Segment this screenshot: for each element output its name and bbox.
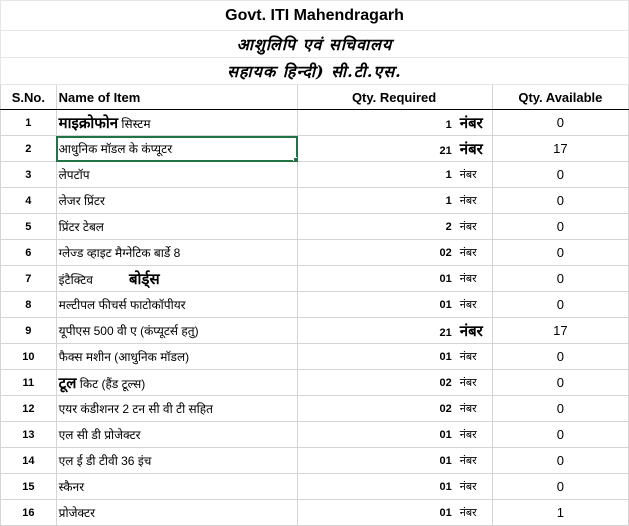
qty-unit: नंबर bbox=[459, 455, 477, 467]
cell-qty-required[interactable] bbox=[298, 422, 492, 448]
cell-item[interactable] bbox=[56, 344, 298, 370]
subtitle-row-2 bbox=[1, 58, 629, 85]
qty-unit: नंबर bbox=[459, 351, 477, 363]
cell-qty-required[interactable] bbox=[298, 188, 492, 214]
qty-unit: नंबर bbox=[459, 247, 477, 259]
cell-item[interactable] bbox=[56, 240, 298, 266]
cell-sno[interactable]: 8 bbox=[1, 292, 57, 318]
qty-number: 02 bbox=[439, 377, 452, 389]
table-row bbox=[1, 110, 629, 136]
item-name: आधुनिक मॉडल के कंप्यूटर bbox=[58, 142, 173, 156]
cell-item[interactable] bbox=[56, 318, 298, 344]
header-row bbox=[1, 85, 629, 110]
item-name-extra: बोर्ड्स bbox=[128, 270, 160, 288]
header-item[interactable]: Name of Item bbox=[56, 85, 298, 110]
item-name-extra: सिस्टम bbox=[121, 116, 151, 131]
cell-qty-available[interactable]: 0 bbox=[492, 474, 628, 500]
cell-qty-available[interactable]: 0 bbox=[492, 188, 628, 214]
cell-qty-required[interactable] bbox=[298, 292, 492, 318]
qty-number: 21 bbox=[439, 326, 452, 339]
qty-unit: नंबर bbox=[459, 429, 477, 441]
table-row bbox=[1, 474, 629, 500]
qty-number: 02 bbox=[439, 403, 452, 415]
cell-item[interactable] bbox=[56, 422, 298, 448]
cell-item[interactable] bbox=[56, 448, 298, 474]
cell-sno[interactable]: 1 bbox=[1, 110, 57, 136]
sheet-title[interactable]: Govt. ITI Mahendragarh bbox=[1, 1, 629, 31]
cell-item[interactable] bbox=[56, 474, 298, 500]
cell-qty-required[interactable] bbox=[298, 318, 492, 344]
cell-qty-available[interactable]: 0 bbox=[492, 162, 628, 188]
item-name: एल सी डी प्रोजेक्टर bbox=[58, 428, 141, 442]
qty-number: 1 bbox=[445, 195, 452, 207]
qty-unit: नंबर bbox=[459, 507, 477, 519]
item-name: इंटैक्टिव bbox=[58, 272, 93, 287]
header-required[interactable]: Qty. Required bbox=[298, 85, 492, 110]
item-name: माइक्रोफोन bbox=[58, 114, 119, 132]
cell-item[interactable] bbox=[56, 162, 298, 188]
qty-unit: नंबर bbox=[459, 322, 483, 340]
sheet-subtitle-1[interactable]: आशुलिपि एवं सचिवालय bbox=[1, 31, 629, 58]
cell-sno[interactable]: 11 bbox=[1, 370, 57, 396]
table-row bbox=[1, 240, 629, 266]
table-row bbox=[1, 448, 629, 474]
item-name: प्रोजेक्टर bbox=[58, 506, 96, 520]
table-row bbox=[1, 396, 629, 422]
qty-number: 01 bbox=[439, 429, 452, 441]
table-row bbox=[1, 500, 629, 526]
qty-number: 1 bbox=[445, 118, 452, 131]
item-name: यूपीएस 500 वी ए (कंप्यूटर्स हतु) bbox=[58, 324, 199, 338]
qty-number: 01 bbox=[439, 455, 452, 467]
cell-qty-required[interactable] bbox=[298, 370, 492, 396]
cell-item[interactable] bbox=[56, 110, 298, 136]
cell-item[interactable] bbox=[56, 214, 298, 240]
cell-sno[interactable]: 7 bbox=[1, 266, 57, 292]
qty-number: 2 bbox=[445, 221, 452, 233]
cell-sno[interactable]: 14 bbox=[1, 448, 57, 474]
qty-unit: नंबर bbox=[459, 403, 477, 415]
item-name: लेजर प्रिंटर bbox=[58, 194, 105, 208]
cell-sno[interactable]: 9 bbox=[1, 318, 57, 344]
title-row bbox=[1, 1, 629, 31]
table-row bbox=[1, 318, 629, 344]
table-row bbox=[1, 136, 629, 162]
cell-qty-required[interactable] bbox=[298, 500, 492, 526]
cell-qty-available[interactable]: 0 bbox=[492, 240, 628, 266]
table-row bbox=[1, 266, 629, 292]
qty-number: 01 bbox=[439, 481, 452, 493]
qty-number: 01 bbox=[439, 351, 452, 363]
item-name: स्कैनर bbox=[58, 480, 85, 494]
cell-qty-required[interactable] bbox=[298, 396, 492, 422]
table-row bbox=[1, 344, 629, 370]
cell-item[interactable] bbox=[56, 188, 298, 214]
item-name: मल्टीपल फीचर्स फाटोकॉपीयर bbox=[58, 298, 186, 312]
header-sno[interactable]: S.No. bbox=[1, 85, 57, 110]
cell-qty-available[interactable]: 0 bbox=[492, 370, 628, 396]
cell-sno[interactable]: 10 bbox=[1, 344, 57, 370]
table-row bbox=[1, 214, 629, 240]
qty-number: 01 bbox=[439, 299, 452, 311]
cell-qty-available[interactable]: 17 bbox=[492, 136, 628, 162]
item-name: फैक्स मशीन (आधुनिक मॉडल) bbox=[58, 350, 190, 364]
sheet-subtitle-2[interactable]: सहायक हिन्दी) सी.टी.एस. bbox=[1, 58, 629, 85]
cell-qty-required[interactable] bbox=[298, 240, 492, 266]
item-name: ग्लेज्ड व्हाइट मैग्नेटिक बार्डे 8 bbox=[58, 246, 181, 260]
table-row bbox=[1, 422, 629, 448]
cell-qty-required[interactable] bbox=[298, 474, 492, 500]
cell-qty-available[interactable]: 0 bbox=[492, 292, 628, 318]
cell-qty-available[interactable]: 0 bbox=[492, 396, 628, 422]
cell-qty-available[interactable]: 0 bbox=[492, 422, 628, 448]
table-row bbox=[1, 292, 629, 318]
qty-unit: नंबर bbox=[459, 221, 477, 233]
cell-sno[interactable]: 4 bbox=[1, 188, 57, 214]
cell-qty-required[interactable] bbox=[298, 448, 492, 474]
item-name: प्रिंटर टेबल bbox=[58, 220, 104, 234]
cell-sno[interactable]: 6 bbox=[1, 240, 57, 266]
cell-item[interactable] bbox=[56, 370, 298, 396]
qty-unit: नंबर bbox=[459, 273, 477, 285]
qty-number: 1 bbox=[445, 169, 452, 181]
cell-qty-available[interactable]: 17 bbox=[492, 318, 628, 344]
cell-qty-available[interactable]: 0 bbox=[492, 266, 628, 292]
cell-sno[interactable]: 5 bbox=[1, 214, 57, 240]
cell-qty-required[interactable] bbox=[298, 162, 492, 188]
cell-qty-available[interactable]: 0 bbox=[492, 110, 628, 136]
cell-sno[interactable]: 12 bbox=[1, 396, 57, 422]
table-row bbox=[1, 370, 629, 396]
cell-qty-available[interactable]: 1 bbox=[492, 500, 628, 526]
subtitle-row-1 bbox=[1, 31, 629, 58]
item-name: लेपटॉप bbox=[58, 168, 90, 182]
item-name: एल ई डी टीवी 36 इंच bbox=[58, 454, 152, 468]
cell-item[interactable] bbox=[56, 500, 298, 526]
table-row bbox=[1, 162, 629, 188]
cell-sno[interactable]: 15 bbox=[1, 474, 57, 500]
cell-qty-available[interactable]: 0 bbox=[492, 344, 628, 370]
item-name: टूल bbox=[58, 374, 77, 392]
cell-qty-required[interactable] bbox=[298, 110, 492, 136]
cell-item[interactable] bbox=[56, 266, 298, 292]
cell-qty-available[interactable]: 0 bbox=[492, 448, 628, 474]
header-available[interactable]: Qty. Available bbox=[492, 85, 628, 110]
item-name-extra: किट (हैंड टूल्स) bbox=[79, 376, 146, 391]
cell-item[interactable] bbox=[56, 136, 298, 162]
qty-unit: नंबर bbox=[459, 481, 477, 493]
cell-qty-required[interactable] bbox=[298, 266, 492, 292]
cell-qty-required[interactable] bbox=[298, 344, 492, 370]
cell-sno[interactable]: 16 bbox=[1, 500, 57, 526]
qty-unit: नंबर bbox=[459, 195, 477, 207]
cell-sno[interactable]: 3 bbox=[1, 162, 57, 188]
qty-number: 21 bbox=[439, 144, 452, 157]
cell-sno[interactable]: 2 bbox=[1, 136, 57, 162]
cell-qty-available[interactable]: 0 bbox=[492, 214, 628, 240]
qty-unit: नंबर bbox=[459, 377, 477, 389]
qty-number: 01 bbox=[439, 507, 452, 519]
qty-number: 01 bbox=[439, 273, 452, 285]
qty-number: 02 bbox=[439, 247, 452, 259]
qty-unit: नंबर bbox=[459, 140, 483, 158]
qty-unit: नंबर bbox=[459, 114, 483, 132]
cell-item[interactable] bbox=[56, 396, 298, 422]
cell-qty-required[interactable] bbox=[298, 136, 492, 162]
cell-qty-required[interactable] bbox=[298, 214, 492, 240]
cell-item[interactable] bbox=[56, 292, 298, 318]
table-row bbox=[1, 188, 629, 214]
qty-unit: नंबर bbox=[459, 299, 477, 311]
item-name: एयर कंडीशनर 2 टन सी वी टी सहित bbox=[58, 402, 213, 416]
qty-unit: नंबर bbox=[459, 169, 477, 181]
fill-handle[interactable] bbox=[293, 157, 298, 162]
cell-sno[interactable]: 13 bbox=[1, 422, 57, 448]
